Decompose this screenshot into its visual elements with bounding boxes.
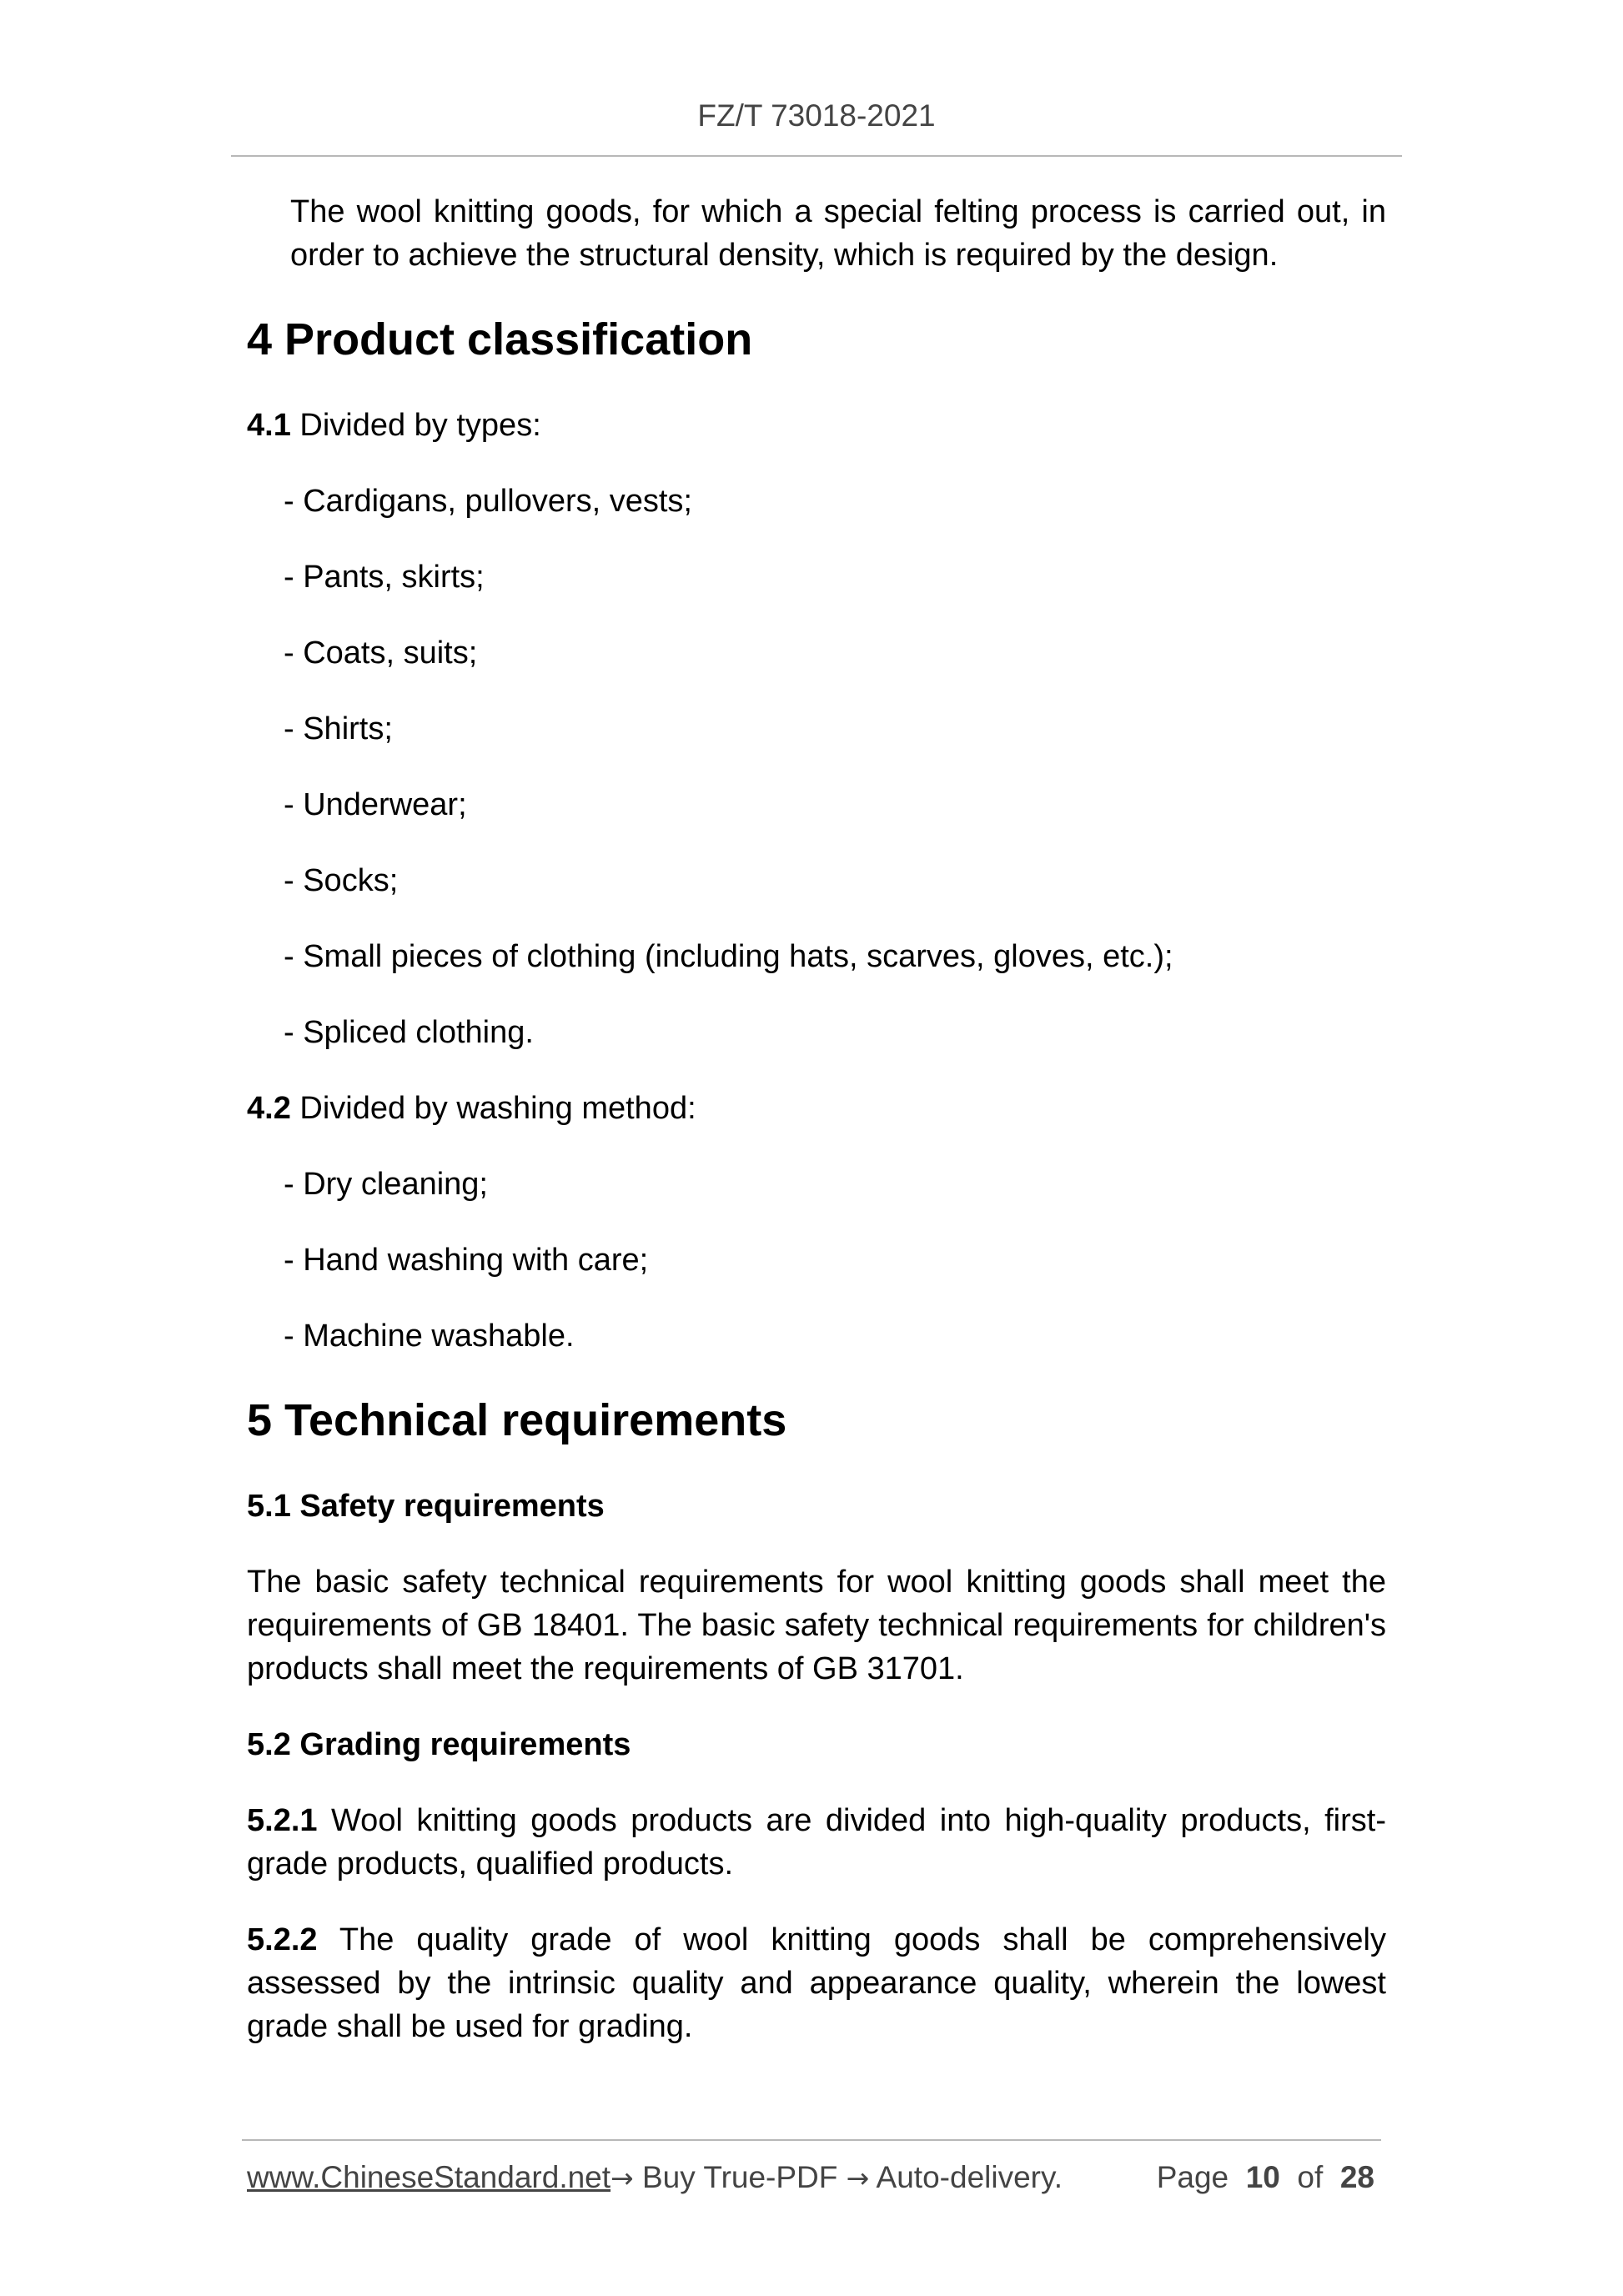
type-list	[247, 480, 1386, 1054]
intro-paragraph: The wool knitting goods, for which a special felting process is carried out, in order to achieve the structural density, which is required by the design.	[290, 194, 1386, 273]
clause-5-2-2	[247, 1918, 1386, 2048]
list-item: - Small pieces of clothing (including hats, scarves, gloves, etc.);	[284, 939, 1173, 974]
footer-promo	[247, 2160, 1063, 2195]
of-label: of	[1297, 2160, 1324, 2194]
list-item: - Coats, suits;	[284, 636, 478, 671]
footer-divider	[242, 2139, 1381, 2141]
clause-4-2	[247, 1087, 1386, 1130]
list-item: - Pants, skirts;	[284, 560, 485, 595]
clause-4-1	[247, 404, 1386, 447]
list-item: - Dry cleaning;	[284, 1167, 488, 1202]
clause-5-2-1	[247, 1799, 1386, 1886]
list-item: - Shirts;	[284, 711, 393, 746]
clause-5-2-2-number: 5.2.2	[247, 1922, 318, 1957]
list-item: - Cardigans, pullovers, vests;	[284, 484, 692, 519]
clause-5-1-paragraph: The basic safety technical requirements for wool knitting goods shall meet the requirements of GB 18401. The basic safety technical requirements for children's products shall meet the requirements of GB 31701.	[247, 1565, 1386, 1686]
clause-5-2-1-text: Wool knitting goods products are divided into high-quality products, first-grade products, qualified products.	[247, 1803, 1386, 1882]
list-item: - Spliced clothing.	[284, 1015, 534, 1050]
page-footer	[247, 2160, 1374, 2195]
clause-5-2-heading: 5.2 Grading requirements	[247, 1727, 631, 1762]
auto-delivery-text: Auto-delivery.	[869, 2160, 1063, 2194]
list-item: - Hand washing with care;	[284, 1243, 649, 1278]
section-5-heading: 5 Technical requirements	[247, 1395, 787, 1445]
clause-5-1-heading: 5.1 Safety requirements	[247, 1489, 605, 1524]
clause-5-2-1-number: 5.2.1	[247, 1803, 318, 1838]
clause-5-2-2-text: The quality grade of wool knitting goods shall be comprehensively assessed by the intrinsic quality and appearance quality, wherein the lowest grade shall be used for grading.	[247, 1922, 1386, 2044]
buy-true-pdf-text: Buy True-PDF	[633, 2160, 847, 2194]
page-body	[247, 190, 1386, 2048]
list-item: - Machine washable.	[284, 1319, 575, 1354]
section-4-heading: 4 Product classification	[247, 314, 753, 364]
clause-4-1-number: 4.1	[247, 408, 291, 443]
arrow-right-icon: →	[611, 2162, 634, 2194]
page-indicator	[1157, 2160, 1374, 2195]
clause-4-2-number: 4.2	[247, 1091, 291, 1126]
document-code-header: FZ/T 73018-2021	[697, 98, 936, 133]
total-pages-number: 28	[1339, 2160, 1374, 2194]
clause-4-2-text: Divided by washing method:	[290, 1091, 696, 1126]
header-divider	[231, 155, 1402, 157]
arrow-right-icon: →	[846, 2162, 870, 2194]
current-page-number: 10	[1245, 2160, 1280, 2194]
list-item: - Socks;	[284, 863, 399, 898]
page-label: Page	[1156, 2160, 1229, 2194]
website-link[interactable]: www.ChineseStandard.net	[247, 2160, 611, 2194]
clause-4-1-text: Divided by types:	[290, 408, 541, 443]
list-item: - Underwear;	[284, 787, 467, 822]
washing-method-list	[247, 1163, 1386, 1358]
